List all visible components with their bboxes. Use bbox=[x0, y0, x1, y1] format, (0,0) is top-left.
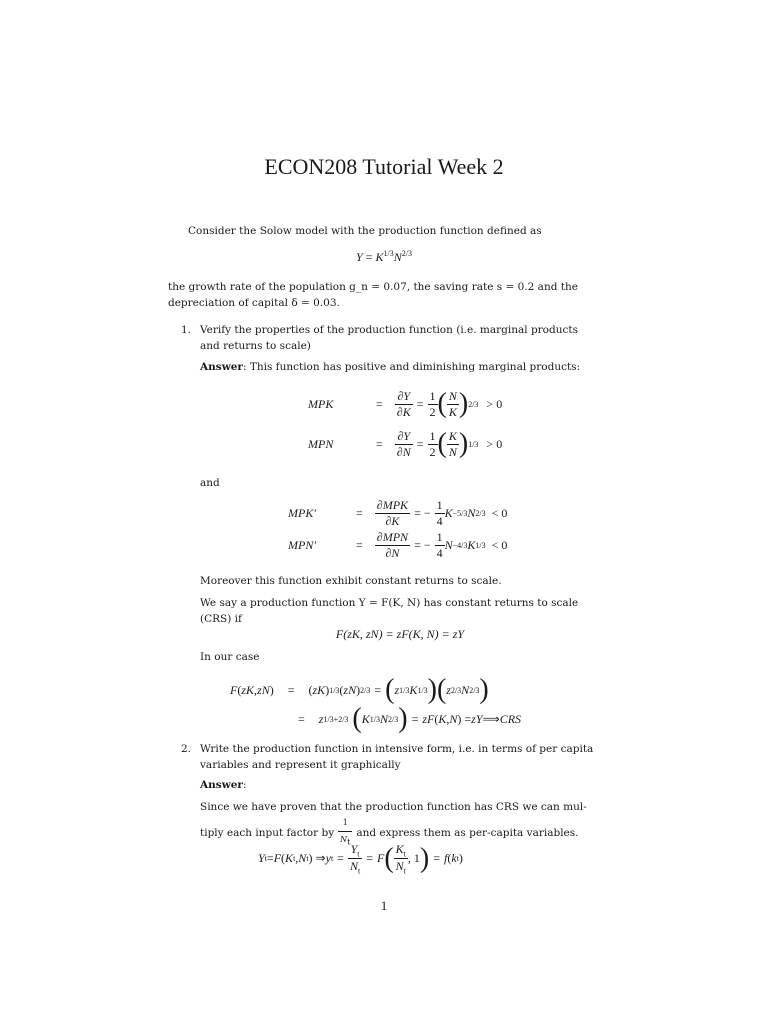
q1-number: 1. bbox=[181, 324, 192, 336]
params-line-2: depreciation of capital δ = 0.03. bbox=[168, 297, 340, 309]
intensive-form-equation: Y t = F ( K t , N t ) ⇒ y t = $\frac{Y_t}{N_t}$ = F ( $\frac{K_t}{N_t}$ , 1 ) = f ( k t ) bbox=[258, 842, 463, 876]
crs-derivation-line-1: F ( zK , zN ) = ( zK ) 1/3 ( zN ) 2/3 = ( z 1/3 K 1/3 ) ( z 2/3 N 2/3 ) bbox=[230, 674, 489, 705]
q1-answer-text: : This function has positive and diminishing marginal products: bbox=[242, 361, 581, 373]
params-line-1: the growth rate of the population g_n = 0.07, the saving rate s = 0.2 and the bbox=[168, 281, 578, 293]
q2-line-2: variables and represent it graphically bbox=[200, 759, 401, 771]
q2-line-1: Write the production function in intensive form, i.e. in terms of per capita bbox=[200, 743, 594, 755]
and-text: and bbox=[200, 477, 220, 489]
our-case-text: In our case bbox=[200, 651, 260, 663]
q2-body-line-2a: tiply each input factor by bbox=[200, 826, 335, 839]
mpn-equation: MPN = $\frac{\partial Y}{\partial N}$ = $\frac{1}{2}$ ( $\frac{K}{N}$ ) 1/3 > 0 bbox=[308, 428, 503, 459]
q1-answer bbox=[200, 359, 580, 375]
page-number: 1 bbox=[380, 898, 388, 913]
mpk-equation: MPK = $\frac{\partial Y}{\partial K}$ = $\frac{1}{2}$ ( $\frac{N}{K}$ ) 2/3 > 0 bbox=[308, 388, 503, 419]
mpk-label: MPK bbox=[308, 396, 334, 411]
crs-definition-line-2: (CRS) if bbox=[200, 613, 242, 625]
mpn-label: MPN bbox=[308, 436, 334, 451]
q2-answer-text: : bbox=[242, 779, 247, 791]
production-function: $Y = K^{1/3}N^{2/3}$ bbox=[356, 249, 412, 264]
crs-statement: Moreover this function exhibit constant returns to scale. bbox=[200, 575, 502, 587]
q2-answer bbox=[200, 777, 247, 793]
q2-body-line-2b: and express them as per-capita variables. bbox=[356, 826, 579, 839]
page-title: ECON208 Tutorial Week 2 bbox=[264, 154, 504, 179]
crs-equation: F(zK, zN) = zF(K, N) = zY bbox=[335, 627, 465, 641]
crs-derivation-line-2: = z 1/3+2/3 ( K 1/3 N 2/3 ) = zF ( K , N ) = zY ⟹ CRS bbox=[298, 703, 522, 734]
mpn-prime-label: MPN' bbox=[288, 538, 316, 552]
intro-text: Consider the Solow model with the production function defined as bbox=[188, 225, 542, 237]
q2-body-line-2: tiply each input factor by $\frac{1}{N_t}$ and express them as per-capita variables. bbox=[200, 815, 579, 851]
q1-line-2: and returns to scale) bbox=[200, 340, 311, 352]
q2-number: 2. bbox=[181, 743, 192, 755]
q2-answer-label: Answer bbox=[200, 779, 243, 791]
mpk-prime-equation: MPK' = $\frac{\text{∂MPK}}{\partial K}$ = − $\frac{1}{4}$ K −5/3 N 2/3 < 0 bbox=[288, 498, 508, 528]
q1-answer-label: Answer bbox=[200, 361, 243, 373]
mpn-prime-equation: MPN' = $\frac{\text{∂MPN}}{\partial N}$ = − $\frac{1}{4}$ N −4/3 K 1/3 < 0 bbox=[288, 530, 508, 560]
q1-line-1: Verify the properties of the production function (i.e. marginal products bbox=[200, 324, 578, 336]
crs-definition-line-1: We say a production function Y = F(K, N) has constant returns to scale bbox=[200, 597, 579, 609]
q2-body-line-1: Since we have proven that the production function has CRS we can mul- bbox=[200, 801, 587, 813]
mpk-prime-label: MPK' bbox=[288, 506, 316, 520]
